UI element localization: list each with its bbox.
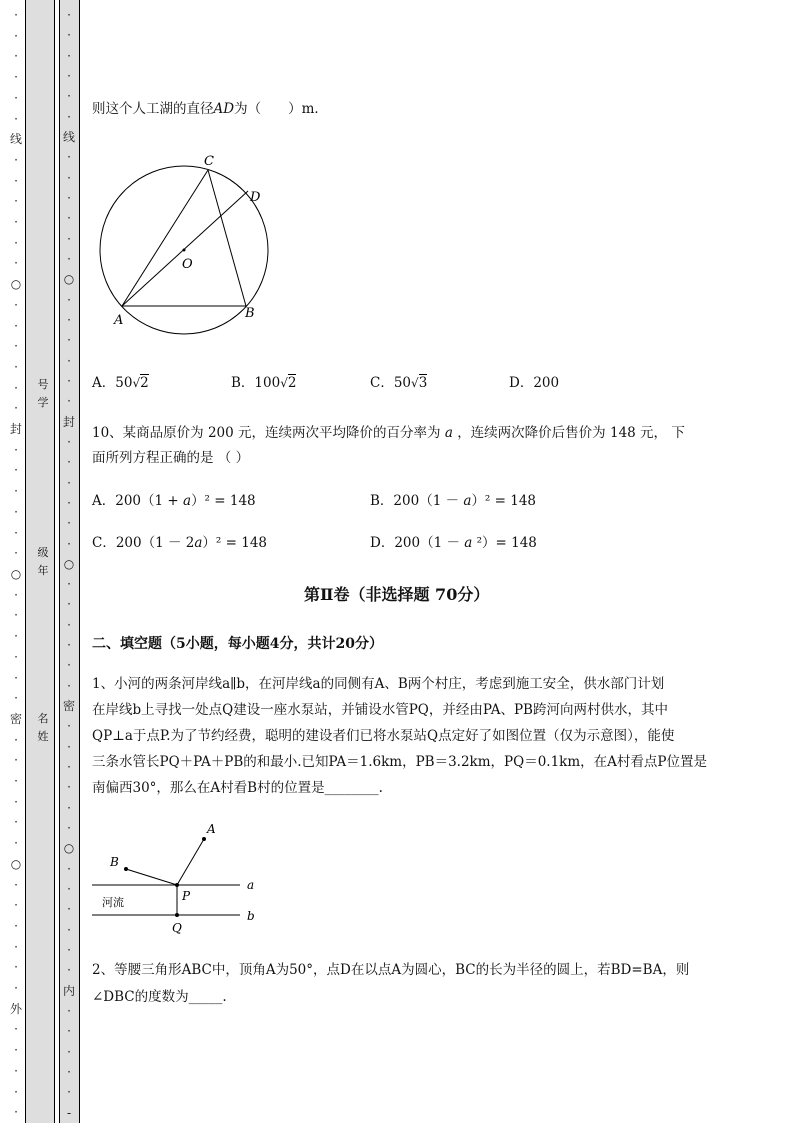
seal-mark: · — [14, 608, 18, 623]
pipe-pb — [126, 869, 177, 885]
center-dot — [183, 249, 186, 252]
q10-option-b[interactable]: B．200（1 － a）² = 148 — [370, 493, 537, 509]
seal-mark: · — [14, 484, 18, 499]
seal-mark: · — [14, 442, 18, 457]
label-line-a: a — [247, 878, 255, 892]
seal-mark: · — [67, 760, 71, 775]
seal-mark: · — [67, 719, 71, 734]
section2-heading: 二、填空题（5小题，每小题4分，共计20分） — [92, 636, 383, 652]
margin-rule-2 — [54, 0, 55, 1123]
seal-mark: · — [67, 577, 71, 592]
seal-mark: · — [67, 190, 71, 205]
seal-mark: · — [14, 215, 18, 230]
seal-mark: · — [14, 70, 18, 85]
seal-mark: · — [67, 455, 71, 470]
seal-mark: · — [67, 434, 71, 449]
seal-mark: · — [67, 394, 71, 409]
student-id-label: 号 学 — [37, 378, 49, 409]
label-d: D — [250, 190, 261, 205]
seal-mark: · — [14, 339, 18, 354]
point-b — [124, 867, 128, 871]
name-label: 名 姓 — [37, 712, 49, 743]
q9-tail-text: 则这个人工湖的直径AD为（ ）m． — [92, 101, 328, 117]
seal-mark: · — [67, 231, 71, 246]
q10-option-d[interactable]: D．200（1 － a ²）= 148 — [370, 535, 537, 551]
seal-mark: · — [67, 963, 71, 978]
seal-mark: · — [14, 794, 18, 809]
seal-mark: · — [67, 516, 71, 531]
seal-mark: 封 — [62, 414, 75, 429]
pipe-pa — [177, 839, 204, 885]
label-line-b: b — [247, 909, 255, 923]
seal-mark: · — [67, 658, 71, 673]
seal-mark: · — [67, 495, 71, 510]
part2-title: 第Ⅱ卷（非选择题 70分） — [304, 585, 490, 604]
seal-mark: ○ — [10, 856, 22, 871]
seal-mark: · — [67, 373, 71, 388]
margin-rule-4 — [79, 0, 80, 1123]
seal-mark: · — [14, 732, 18, 747]
seal-mark: · — [14, 111, 18, 126]
seal-mark: ○ — [10, 567, 22, 581]
seal-mark: · — [14, 691, 18, 706]
q10-line-2: 面所列方程正确的是 （ ） — [92, 450, 250, 466]
seal-mark: · — [67, 1044, 71, 1059]
fill1-line-3: QP⊥a于点P.为了节约经费，聪明的建设者们已将水泵站Q点定好了如图位置（仅为示意图），能使 — [92, 728, 675, 744]
seal-mark: · — [14, 49, 18, 64]
fill1-line-1: 1、小河的两条河岸线a∥b，在河岸线a的同侧有A、B两个村庄，考虑到施工安全，供水部门计划 — [92, 676, 665, 692]
seal-mark: · — [67, 475, 71, 490]
seal-mark: · — [67, 8, 71, 22]
seal-mark: · — [67, 617, 71, 632]
seal-mark: · — [14, 504, 18, 519]
seal-mark: 线 — [62, 129, 75, 144]
seal-mark: · — [67, 1004, 71, 1019]
seal-mark: · — [67, 861, 71, 876]
seal-mark: ○ — [63, 272, 75, 287]
seal-mark: · — [14, 1063, 18, 1078]
q9-option-b[interactable]: B．100√2 — [231, 375, 297, 391]
seal-mark: 密 — [9, 711, 22, 726]
q9-option-c[interactable]: C．50√3 — [370, 375, 428, 391]
label-pt-b: B — [110, 855, 119, 869]
seal-mark: · — [14, 629, 18, 644]
seal-mark: · — [14, 546, 18, 561]
seal-mark: · — [14, 774, 18, 789]
seal-mark: · — [67, 780, 71, 795]
label-b: B — [245, 306, 255, 321]
q9-circle-figure — [92, 145, 282, 335]
seal-mark: 线 — [9, 132, 22, 147]
seal-mark: · — [14, 918, 18, 933]
seal-mark: · — [14, 8, 18, 22]
seal-mark: · — [67, 536, 71, 551]
q9-option-d[interactable]: D．200 — [509, 375, 560, 391]
seal-mark: · — [67, 48, 71, 63]
fill2-line-1: 2、等腰三角形ABC中，顶角A为50°，点D在以点A为圆心，BC的长为半径的圆上，若BD=BA，则 — [92, 962, 690, 978]
seal-mark: · — [67, 902, 71, 917]
seal-mark: ○ — [10, 277, 22, 292]
seal-mark: · — [67, 922, 71, 937]
point-a — [202, 837, 206, 841]
seal-mark: · — [14, 1084, 18, 1099]
seal-mark: · — [14, 256, 18, 271]
grade-label: 级 年 — [37, 546, 49, 577]
seal-mark: · — [67, 68, 71, 83]
seal-mark: · — [67, 353, 71, 368]
seal-mark: · — [14, 90, 18, 105]
seal-mark: · — [14, 1105, 18, 1120]
seal-mark: · — [14, 939, 18, 954]
segment-ac — [122, 170, 208, 306]
seal-mark: 内 — [62, 983, 75, 998]
seal-mark: · — [67, 333, 71, 348]
seal-mark: · — [67, 678, 71, 693]
fill2-line-2: ∠DBC的度数为_____. — [92, 989, 227, 1005]
fill1-line-4: 三条水管长PQ＋PA＋PB的和最小.已知PA＝1.6km，PB＝3.2km，PQ＝0.1km，在A村看点P位置是 — [92, 754, 707, 770]
q10-line-1: 10、某商品原价为 200 元，连续两次平均降价的百分率为 a ，连续两次降价后售价为 148 元， 下 — [92, 425, 685, 441]
label-river: 河流 — [102, 896, 124, 909]
seal-mark: · — [67, 1024, 71, 1039]
q10-option-a[interactable]: A．200（1 + a）² = 148 — [92, 493, 256, 509]
seal-mark: · — [14, 587, 18, 602]
seal-mark: · — [14, 152, 18, 167]
seal-mark: · — [67, 28, 71, 43]
seal-mark: · — [14, 401, 18, 416]
seal-mark: · — [67, 739, 71, 754]
fill1-river-figure — [92, 818, 272, 938]
seal-mark: · — [67, 1065, 71, 1080]
label-pt-p: P — [182, 889, 191, 903]
q9-option-a[interactable]: A．50√2 — [92, 375, 149, 391]
label-a: A — [114, 313, 124, 328]
point-p — [175, 883, 179, 887]
seal-mark: · — [14, 318, 18, 333]
seal-mark: · — [67, 638, 71, 653]
seal-mark: 封 — [9, 422, 22, 437]
seal-mark: 外 — [9, 1001, 22, 1016]
seal-mark: · — [14, 380, 18, 395]
seal-mark: · — [67, 150, 71, 165]
seal-mark: · — [67, 597, 71, 612]
seal-mark: · — [14, 235, 18, 250]
seal-mark: 密 — [62, 699, 75, 714]
seal-mark: · — [14, 960, 18, 975]
seal-mark: · — [67, 292, 71, 307]
seal-mark: · — [67, 1085, 71, 1100]
fill1-line-5: 南偏西30°，那么在A村看B村的位置是________. — [92, 780, 383, 796]
seal-mark: · — [67, 89, 71, 104]
seal-mark: · — [14, 1043, 18, 1058]
label-pt-a: A — [207, 822, 216, 836]
seal-mark: · — [67, 312, 71, 327]
seal-mark: - — [66, 1105, 72, 1120]
seal-mark: · — [14, 1022, 18, 1037]
seal-mark: · — [14, 836, 18, 851]
label-pt-q: Q — [172, 921, 182, 935]
seal-mark: · — [67, 821, 71, 836]
seal-mark: · — [67, 170, 71, 185]
seal-mark: · — [14, 649, 18, 664]
point-q — [175, 913, 179, 917]
segment-ad — [122, 191, 248, 306]
seal-mark: · — [14, 877, 18, 892]
segment-cb — [208, 170, 246, 306]
seal-mark: · — [14, 194, 18, 209]
seal-mark: · — [67, 882, 71, 897]
seal-mark: · — [14, 670, 18, 685]
label-o: O — [182, 257, 193, 272]
seal-mark: · — [14, 359, 18, 374]
seal-mark: · — [67, 800, 71, 815]
fill1-line-2: 在岸线b上寻找一处点Q建设一座水泵站，并铺设水管PQ，并经由PA、PB跨河向两村供水，其中 — [92, 702, 668, 718]
seal-mark: · — [14, 173, 18, 188]
seal-mark: · — [14, 898, 18, 913]
seal-mark: · — [14, 525, 18, 540]
seal-mark: · — [14, 463, 18, 478]
seal-mark: ○ — [63, 556, 75, 571]
seal-mark: ○ — [63, 841, 75, 856]
label-c: C — [204, 154, 214, 169]
seal-mark: · — [67, 109, 71, 124]
seal-mark: · — [67, 211, 71, 226]
seal-mark: · — [67, 251, 71, 266]
seal-mark: · — [14, 753, 18, 768]
seal-mark: · — [14, 28, 18, 43]
q10-option-c[interactable]: C．200（1 － 2a）² = 148 — [92, 535, 267, 551]
seal-mark: · — [14, 981, 18, 996]
seal-mark: · — [14, 297, 18, 312]
seal-mark: · — [14, 815, 18, 830]
seal-mark: · — [67, 943, 71, 958]
